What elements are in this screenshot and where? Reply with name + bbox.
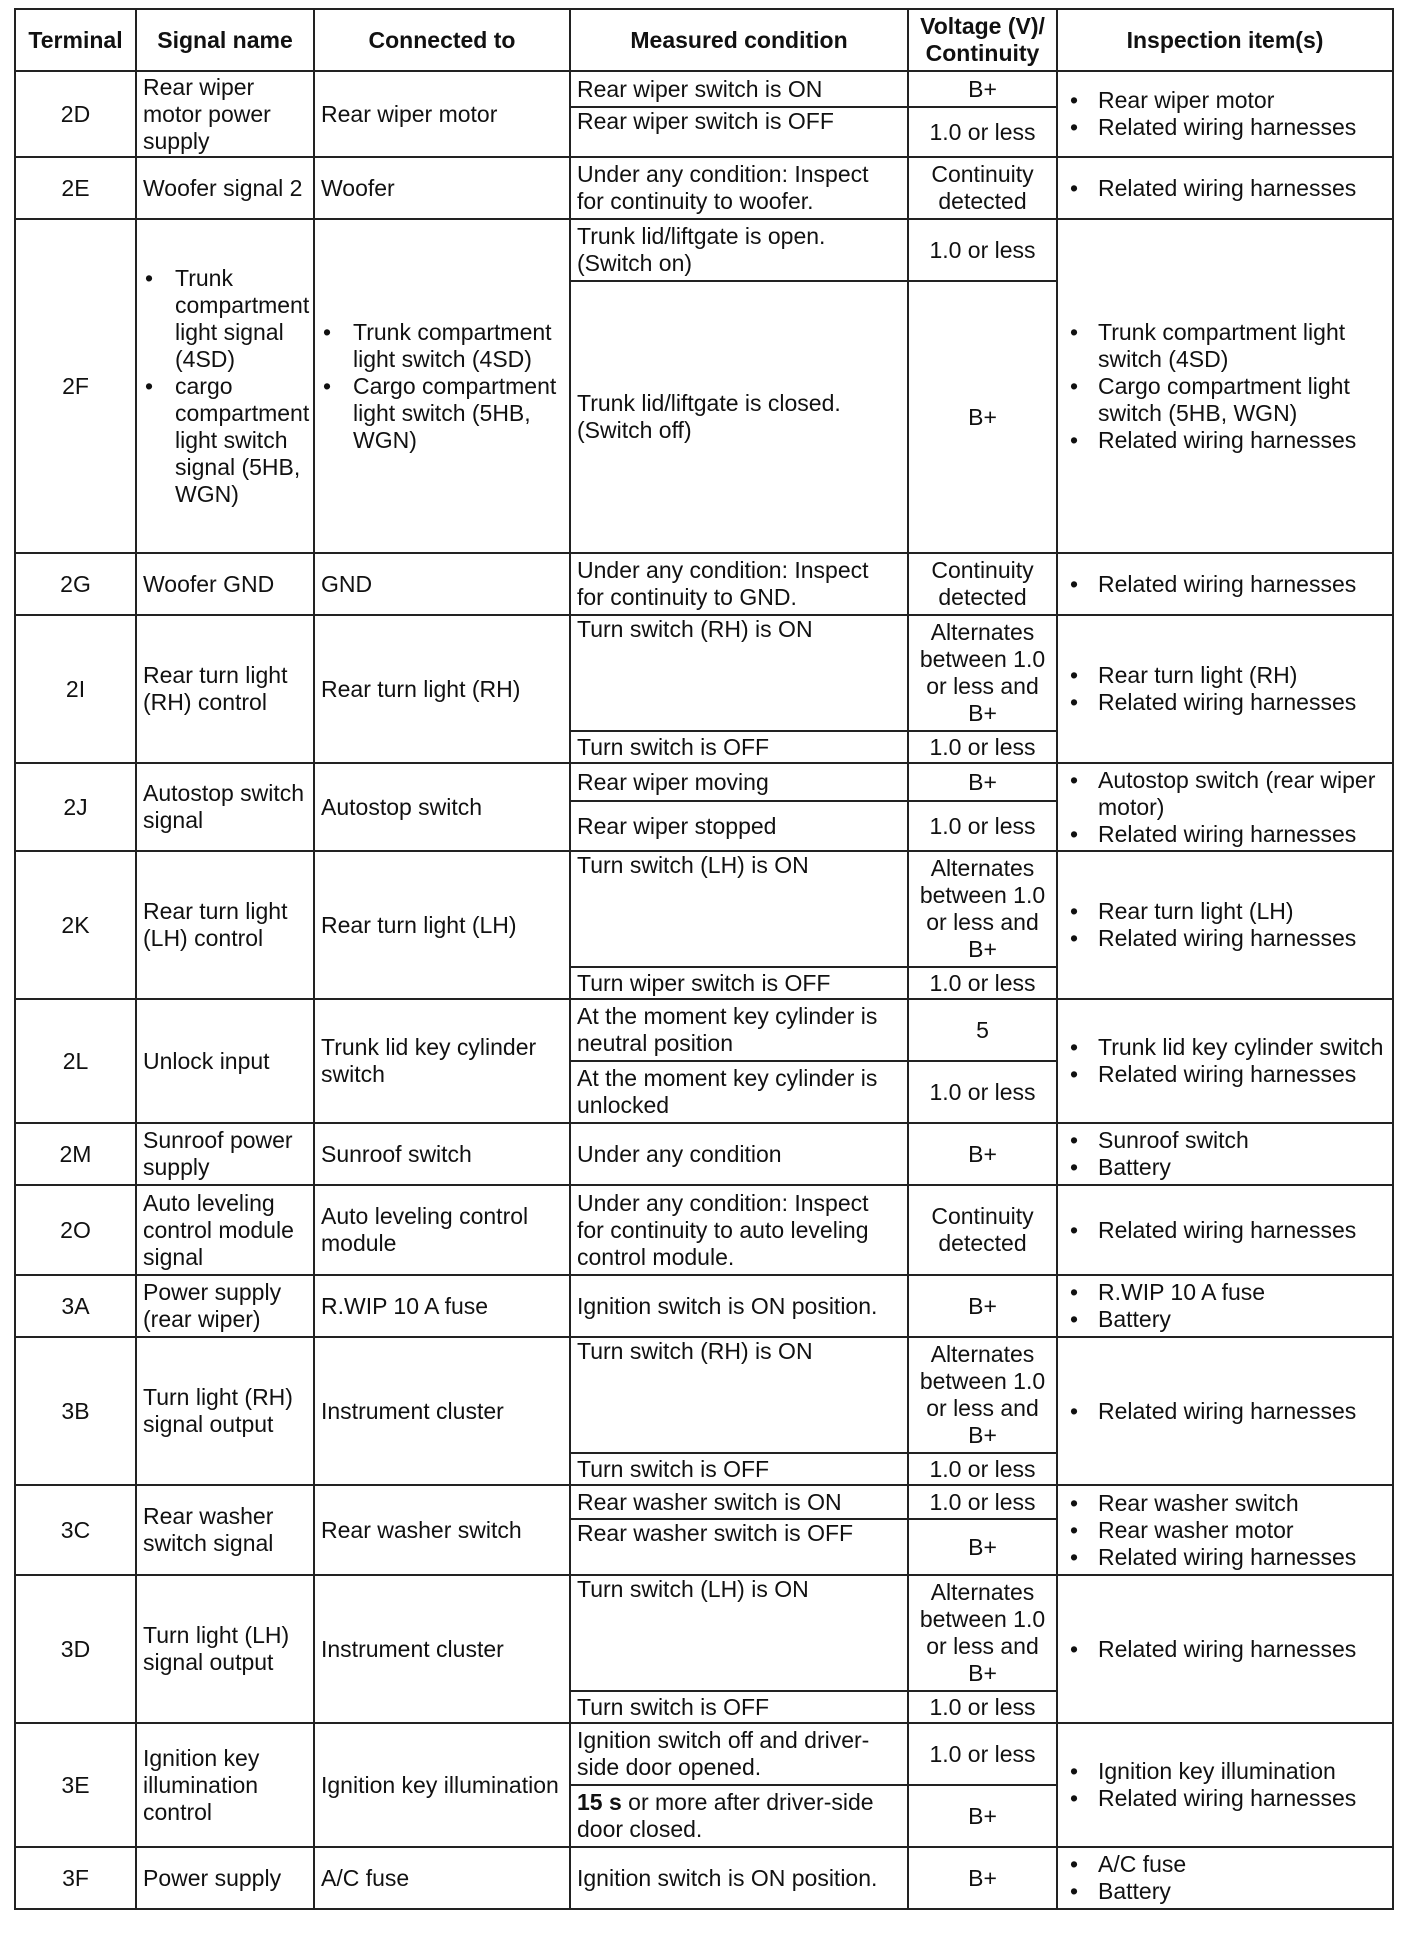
condition-cell: Turn switch (RH) is ON — [570, 1337, 908, 1453]
voltage-cell: B+ — [908, 1519, 1057, 1575]
header-voltage-continuity: Voltage (V)/ Continuity — [908, 9, 1057, 71]
table-row — [15, 1723, 1393, 1785]
voltage-cell: B+ — [908, 281, 1057, 553]
signal-name-cell: Rear turn light (RH) control — [136, 615, 314, 763]
header-inspection-items: Inspection item(s) — [1057, 9, 1393, 71]
header-measured-condition: Measured condition — [570, 9, 908, 71]
connected-to-cell: Rear wiper motor — [314, 71, 570, 157]
signal-name-cell: Ignition key illumination control — [136, 1723, 314, 1847]
table-row — [15, 219, 1393, 281]
voltage-cell: 1.0 or less — [908, 1691, 1057, 1723]
terminal-cell: 2G — [15, 553, 136, 615]
table-row — [15, 615, 1393, 731]
inspection-item: • Related wiring harnesses — [1064, 1544, 1386, 1571]
connected-to-cell: Autostop switch — [314, 763, 570, 851]
condition-cell: Turn switch (LH) is ON — [570, 1575, 908, 1691]
condition-emphasis: 15 s — [577, 1789, 622, 1815]
condition-cell: Under any condition — [570, 1123, 908, 1185]
voltage-cell: B+ — [908, 763, 1057, 801]
voltage-cell: 1.0 or less — [908, 801, 1057, 851]
condition-cell: Trunk lid/liftgate is closed. (Switch off) — [570, 281, 908, 553]
signal-name-cell: Rear wiper motor power supply — [136, 71, 314, 157]
inspection-item: • Rear wiper motor — [1064, 87, 1386, 114]
signal-item: • Trunk compartment light signal (4SD) — [143, 265, 307, 373]
condition-cell: Turn switch (RH) is ON — [570, 615, 908, 731]
connected-to-cell: Rear washer switch — [314, 1485, 570, 1575]
voltage-cell: Alternates between 1.0 or less and B+ — [908, 615, 1057, 731]
terminal-cell: 2O — [15, 1185, 136, 1275]
signal-name-cell: Power supply (rear wiper) — [136, 1275, 314, 1337]
inspection-cell — [1057, 615, 1393, 763]
terminal-cell: 2L — [15, 999, 136, 1123]
voltage-cell: B+ — [908, 1785, 1057, 1847]
signal-name-cell: Turn light (RH) signal output — [136, 1337, 314, 1485]
voltage-cell: B+ — [908, 1123, 1057, 1185]
signal-name-cell: Woofer signal 2 — [136, 157, 314, 219]
inspection-item: • Battery — [1064, 1154, 1386, 1181]
condition-cell: Rear washer switch is OFF — [570, 1519, 908, 1575]
inspection-item: • Rear washer motor — [1064, 1517, 1386, 1544]
voltage-cell: 1.0 or less — [908, 219, 1057, 281]
inspection-cell — [1057, 763, 1393, 851]
table-row — [15, 999, 1393, 1061]
inspection-cell — [1057, 1185, 1393, 1275]
inspection-item: • Rear turn light (RH) — [1064, 662, 1386, 689]
inspection-item: • Ignition key illumination — [1064, 1758, 1386, 1785]
table-row — [15, 763, 1393, 801]
inspection-item: • Related wiring harnesses — [1064, 1785, 1386, 1812]
inspection-cell — [1057, 851, 1393, 999]
terminal-inspection-table — [14, 8, 1394, 1910]
header-row — [15, 9, 1393, 71]
connected-to-cell: Instrument cluster — [314, 1337, 570, 1485]
signal-name-cell — [136, 219, 314, 553]
condition-cell: Rear wiper switch is ON — [570, 71, 908, 107]
signal-name-cell: Autostop switch signal — [136, 763, 314, 851]
voltage-cell: Continuity detected — [908, 1185, 1057, 1275]
table-row — [15, 1575, 1393, 1691]
signal-name-cell: Woofer GND — [136, 553, 314, 615]
terminal-cell: 3B — [15, 1337, 136, 1485]
voltage-cell: 1.0 or less — [908, 1061, 1057, 1123]
inspection-item: • Related wiring harnesses — [1064, 571, 1386, 598]
connected-to-cell: Rear turn light (RH) — [314, 615, 570, 763]
inspection-item: • Related wiring harnesses — [1064, 1061, 1386, 1088]
inspection-item: • R.WIP 10 A fuse — [1064, 1279, 1386, 1306]
terminal-cell: 2M — [15, 1123, 136, 1185]
header-terminal: Terminal — [15, 9, 136, 71]
voltage-cell: 1.0 or less — [908, 731, 1057, 763]
inspection-item: • Related wiring harnesses — [1064, 427, 1386, 454]
inspection-cell — [1057, 553, 1393, 615]
condition-cell: Ignition switch is ON position. — [570, 1275, 908, 1337]
terminal-cell: 3A — [15, 1275, 136, 1337]
condition-cell: Rear wiper switch is OFF — [570, 107, 908, 157]
table-row — [15, 1185, 1393, 1275]
condition-cell: Under any condition: Inspect for continuity to auto leveling control module. — [570, 1185, 908, 1275]
terminal-cell: 3E — [15, 1723, 136, 1847]
signal-name-cell: Sunroof power supply — [136, 1123, 314, 1185]
inspection-item: • Trunk compartment light switch (4SD) — [1064, 319, 1386, 373]
inspection-item: • A/C fuse — [1064, 1851, 1386, 1878]
voltage-cell: 1.0 or less — [908, 1453, 1057, 1485]
inspection-cell — [1057, 1847, 1393, 1909]
signal-name-cell: Auto leveling control module signal — [136, 1185, 314, 1275]
inspection-item: • Related wiring harnesses — [1064, 1217, 1386, 1244]
voltage-cell: B+ — [908, 1275, 1057, 1337]
header-connected-to: Connected to — [314, 9, 570, 71]
signal-name-cell: Rear washer switch signal — [136, 1485, 314, 1575]
signal-item: • cargo compartment light switch signal (5HB, WGN) — [143, 373, 307, 508]
inspection-item: • Battery — [1064, 1878, 1386, 1905]
inspection-item: • Trunk lid key cylinder switch — [1064, 1034, 1386, 1061]
inspection-cell — [1057, 1575, 1393, 1723]
condition-text: or more after driver-side door closed. — [577, 1789, 874, 1842]
inspection-item: • Rear turn light (LH) — [1064, 898, 1386, 925]
condition-cell: Turn switch is OFF — [570, 1453, 908, 1485]
voltage-cell: Alternates between 1.0 or less and B+ — [908, 1575, 1057, 1691]
voltage-cell: 1.0 or less — [908, 967, 1057, 999]
inspection-cell — [1057, 1337, 1393, 1485]
condition-cell: Turn switch is OFF — [570, 1691, 908, 1723]
inspection-item: • Rear washer switch — [1064, 1490, 1386, 1517]
condition-cell: Rear washer switch is ON — [570, 1485, 908, 1519]
voltage-cell: B+ — [908, 1847, 1057, 1909]
terminal-cell: 3D — [15, 1575, 136, 1723]
condition-cell: Rear wiper moving — [570, 763, 908, 801]
connected-to-cell: Auto leveling control module — [314, 1185, 570, 1275]
table-row — [15, 1123, 1393, 1185]
inspection-cell — [1057, 1485, 1393, 1575]
inspection-cell — [1057, 1275, 1393, 1337]
condition-cell: Under any condition: Inspect for continuity to woofer. — [570, 157, 908, 219]
voltage-cell: 1.0 or less — [908, 107, 1057, 157]
condition-cell: Turn wiper switch is OFF — [570, 967, 908, 999]
signal-name-cell: Unlock input — [136, 999, 314, 1123]
inspection-cell — [1057, 71, 1393, 157]
terminal-cell: 2F — [15, 219, 136, 553]
signal-name-cell: Rear turn light (LH) control — [136, 851, 314, 999]
voltage-cell: 1.0 or less — [908, 1485, 1057, 1519]
connected-to-cell: Woofer — [314, 157, 570, 219]
condition-cell: Rear wiper stopped — [570, 801, 908, 851]
terminal-cell: 2I — [15, 615, 136, 763]
terminal-cell: 3F — [15, 1847, 136, 1909]
terminal-cell: 3C — [15, 1485, 136, 1575]
condition-cell: Turn switch is OFF — [570, 731, 908, 763]
terminal-cell: 2J — [15, 763, 136, 851]
terminal-cell: 2E — [15, 157, 136, 219]
condition-cell — [570, 1785, 908, 1847]
table-row — [15, 1847, 1393, 1909]
table-row — [15, 157, 1393, 219]
inspection-cell — [1057, 1123, 1393, 1185]
connected-item: • Trunk compartment light switch (4SD) — [321, 319, 563, 373]
inspection-item: • Sunroof switch — [1064, 1127, 1386, 1154]
table-row — [15, 1275, 1393, 1337]
connected-to-cell: Ignition key illumination — [314, 1723, 570, 1847]
condition-cell: At the moment key cylinder is unlocked — [570, 1061, 908, 1123]
inspection-item: • Related wiring harnesses — [1064, 1398, 1386, 1425]
condition-cell: Ignition switch off and driver-side door opened. — [570, 1723, 908, 1785]
connected-to-cell: Sunroof switch — [314, 1123, 570, 1185]
voltage-cell: Continuity detected — [908, 157, 1057, 219]
condition-cell: Ignition switch is ON position. — [570, 1847, 908, 1909]
voltage-cell: B+ — [908, 71, 1057, 107]
inspection-item: • Related wiring harnesses — [1064, 1636, 1386, 1663]
table-row — [15, 71, 1393, 107]
connected-item: • Cargo compartment light switch (5HB, WGN) — [321, 373, 563, 454]
connected-to-cell: Instrument cluster — [314, 1575, 570, 1723]
connected-to-cell: GND — [314, 553, 570, 615]
voltage-cell: 1.0 or less — [908, 1723, 1057, 1785]
condition-cell: Under any condition: Inspect for continuity to GND. — [570, 553, 908, 615]
voltage-cell: Continuity detected — [908, 553, 1057, 615]
table-row — [15, 553, 1393, 615]
signal-name-cell: Turn light (LH) signal output — [136, 1575, 314, 1723]
voltage-cell: 5 — [908, 999, 1057, 1061]
inspection-item: • Cargo compartment light switch (5HB, WGN) — [1064, 373, 1386, 427]
voltage-cell: Alternates between 1.0 or less and B+ — [908, 1337, 1057, 1453]
terminal-cell: 2D — [15, 71, 136, 157]
inspection-item: • Related wiring harnesses — [1064, 689, 1386, 716]
inspection-item: • Related wiring harnesses — [1064, 925, 1386, 952]
connected-to-cell: Trunk lid key cylinder switch — [314, 999, 570, 1123]
inspection-cell — [1057, 219, 1393, 553]
inspection-item: • Related wiring harnesses — [1064, 114, 1386, 141]
inspection-item: • Battery — [1064, 1306, 1386, 1333]
terminal-cell: 2K — [15, 851, 136, 999]
connected-to-cell: A/C fuse — [314, 1847, 570, 1909]
header-signal-name: Signal name — [136, 9, 314, 71]
inspection-item: • Autostop switch (rear wiper motor) — [1064, 767, 1386, 821]
table-row — [15, 1337, 1393, 1453]
connected-to-cell: Rear turn light (LH) — [314, 851, 570, 999]
voltage-cell: Alternates between 1.0 or less and B+ — [908, 851, 1057, 967]
table-row — [15, 1485, 1393, 1519]
inspection-item: • Related wiring harnesses — [1064, 175, 1386, 202]
inspection-cell — [1057, 999, 1393, 1123]
condition-cell: Turn switch (LH) is ON — [570, 851, 908, 967]
signal-name-cell: Power supply — [136, 1847, 314, 1909]
inspection-item: • Related wiring harnesses — [1064, 821, 1386, 848]
table-row — [15, 851, 1393, 967]
connected-to-cell: R.WIP 10 A fuse — [314, 1275, 570, 1337]
inspection-cell — [1057, 1723, 1393, 1847]
inspection-cell — [1057, 157, 1393, 219]
condition-cell: Trunk lid/liftgate is open. (Switch on) — [570, 219, 908, 281]
connected-to-cell — [314, 219, 570, 553]
condition-cell: At the moment key cylinder is neutral position — [570, 999, 908, 1061]
